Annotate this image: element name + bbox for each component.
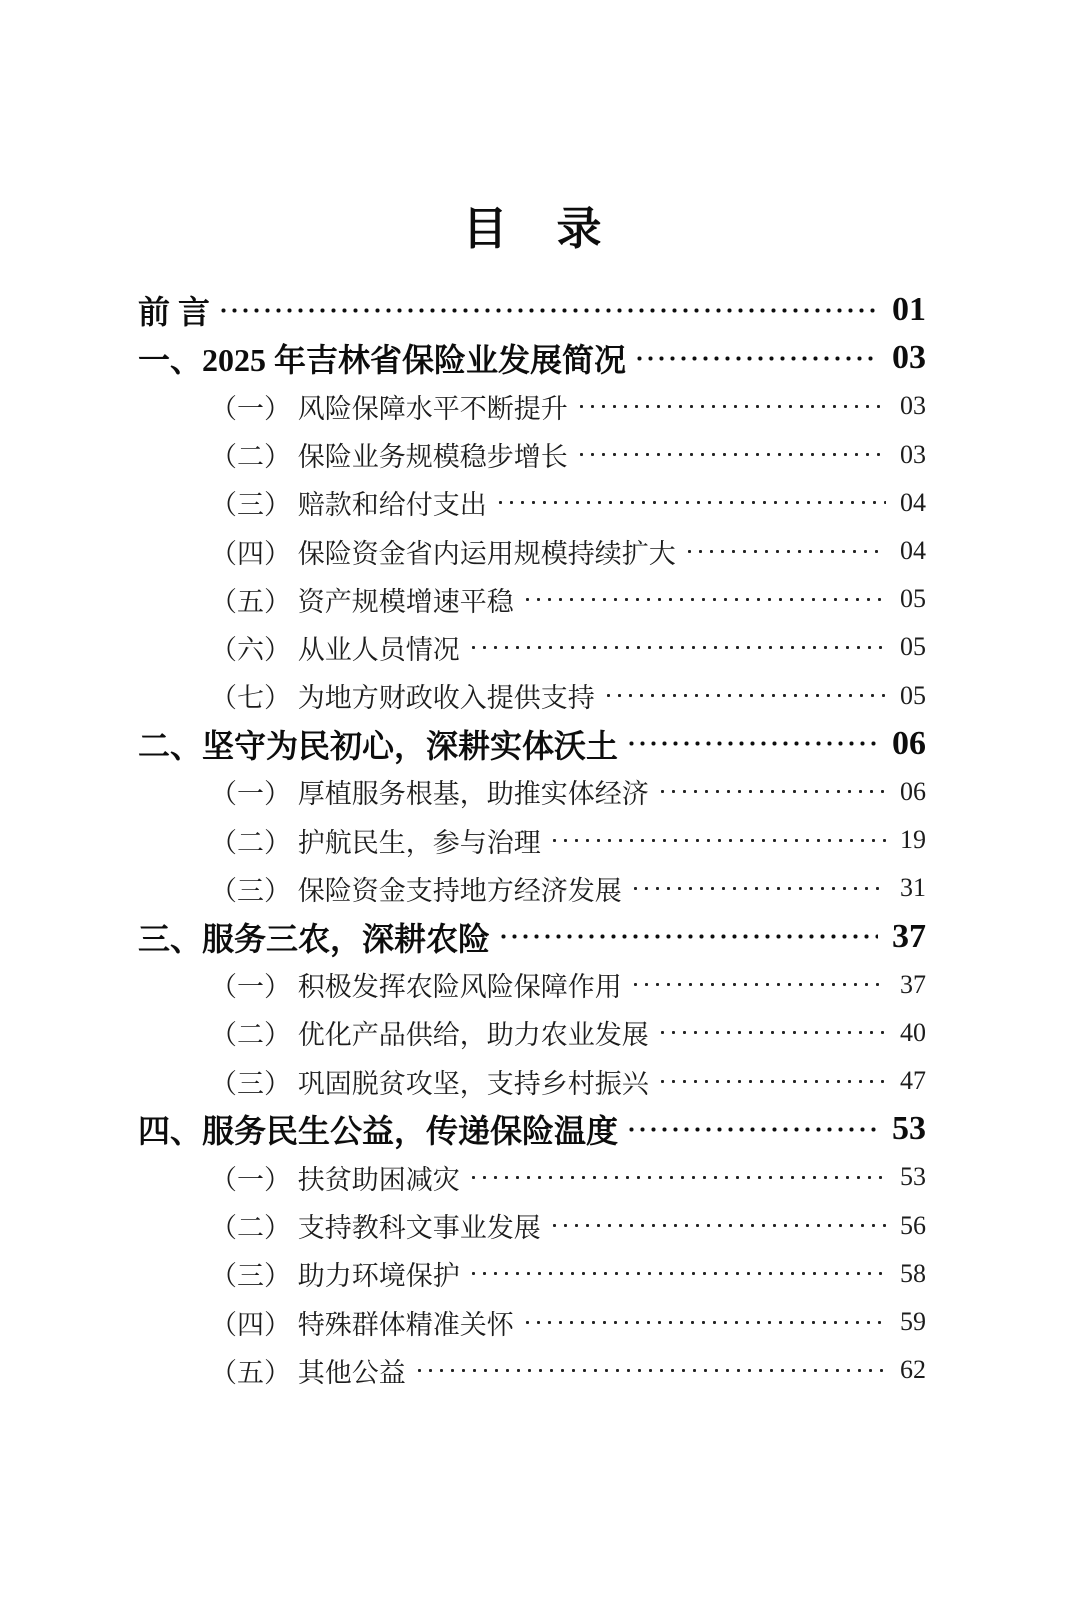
toc-page-number: 06 bbox=[892, 724, 926, 762]
toc-entry bbox=[138, 1298, 926, 1346]
dot-leader bbox=[522, 1298, 886, 1346]
toc-entry-label: （三） 助力环境保护 bbox=[210, 1261, 460, 1292]
toc-entry-label: 四、服务民生公益，传递保险温度 bbox=[138, 1113, 619, 1150]
toc-page-number: 37 bbox=[892, 917, 926, 955]
toc-page-number: 62 bbox=[900, 1355, 926, 1385]
dot-leader bbox=[634, 334, 878, 382]
toc-entry-label: （二） 支持教科文事业发展 bbox=[210, 1213, 541, 1244]
dot-leader bbox=[626, 720, 878, 768]
toc-list bbox=[138, 286, 926, 1394]
dot-leader bbox=[657, 768, 886, 816]
dot-leader bbox=[626, 1105, 878, 1153]
toc-entry-label: （一） 风险保障水平不断提升 bbox=[210, 393, 568, 424]
toc-entry-label: （三） 巩固脱贫攻坚，支持乡村振兴 bbox=[210, 1068, 649, 1099]
toc-entry-label: 前 言 bbox=[138, 294, 211, 331]
toc-page-number: 04 bbox=[900, 487, 926, 517]
toc-page-number: 04 bbox=[900, 536, 926, 566]
toc-page-number: 53 bbox=[892, 1110, 926, 1148]
toc-entry bbox=[138, 720, 926, 768]
toc-page-number: 06 bbox=[900, 776, 926, 806]
toc-entry bbox=[138, 575, 926, 623]
toc-entry bbox=[138, 816, 926, 864]
dot-leader bbox=[522, 575, 886, 623]
dot-leader bbox=[498, 912, 878, 960]
dot-leader bbox=[630, 961, 886, 1009]
toc-entry-label: （五） 其他公益 bbox=[210, 1357, 406, 1388]
toc-entry-label: （二） 护航民生，参与治理 bbox=[210, 827, 541, 858]
toc-page-number: 59 bbox=[900, 1307, 926, 1337]
toc-page-number: 03 bbox=[900, 391, 926, 421]
toc-entry-label: （一） 扶贫助困减灾 bbox=[210, 1164, 460, 1195]
toc-entry-label: （三） 赔款和给付支出 bbox=[210, 490, 487, 521]
toc-entry bbox=[138, 1009, 926, 1057]
toc-page-number: 03 bbox=[892, 339, 926, 377]
dot-leader bbox=[468, 1250, 886, 1298]
toc-entry bbox=[138, 1250, 926, 1298]
toc-entry bbox=[138, 334, 926, 382]
toc-page-number: 31 bbox=[900, 873, 926, 903]
toc-entry bbox=[138, 961, 926, 1009]
toc-entry-label: 三、服务三农，深耕农险 bbox=[138, 920, 491, 957]
toc-entry bbox=[138, 479, 926, 527]
toc-entry-label: （五） 资产规模增速平稳 bbox=[210, 586, 514, 617]
toc-page-number: 40 bbox=[900, 1017, 926, 1047]
toc-entry bbox=[138, 672, 926, 720]
toc-page-number: 05 bbox=[900, 632, 926, 662]
dot-leader bbox=[549, 816, 886, 864]
toc-page-number: 03 bbox=[900, 439, 926, 469]
toc-page-number: 19 bbox=[900, 825, 926, 855]
toc-entry bbox=[138, 1057, 926, 1105]
dot-leader bbox=[657, 1009, 886, 1057]
toc-entry bbox=[138, 768, 926, 816]
toc-entry-label: 一、2025 年吉林省保险业发展简况 bbox=[138, 342, 627, 379]
toc-page-number: 05 bbox=[900, 584, 926, 614]
toc-page-number: 56 bbox=[900, 1210, 926, 1240]
dot-leader bbox=[630, 864, 886, 912]
dot-leader bbox=[495, 479, 886, 527]
toc-entry bbox=[138, 431, 926, 479]
toc-entry bbox=[138, 1105, 926, 1153]
toc-page-number: 01 bbox=[892, 291, 926, 329]
dot-leader bbox=[684, 527, 886, 575]
dot-leader bbox=[657, 1057, 886, 1105]
toc-entry bbox=[138, 527, 926, 575]
dot-leader bbox=[468, 1153, 886, 1201]
toc-page-number: 53 bbox=[900, 1162, 926, 1192]
toc-entry bbox=[138, 1346, 926, 1394]
toc-entry-label: 二、坚守为民初心，深耕实体沃土 bbox=[138, 727, 619, 764]
toc-entry-label: （二） 保险业务规模稳步增长 bbox=[210, 442, 568, 473]
toc-entry-label: （六） 从业人员情况 bbox=[210, 634, 460, 665]
toc-entry bbox=[138, 912, 926, 960]
page-title: 目 录 bbox=[462, 204, 604, 254]
toc-entry-label: （一） 积极发挥农险风险保障作用 bbox=[210, 972, 622, 1003]
toc-entry bbox=[138, 864, 926, 912]
dot-leader bbox=[468, 623, 886, 671]
toc-entry-label: （三） 保险资金支持地方经济发展 bbox=[210, 875, 622, 906]
toc-entry-label: （四） 保险资金省内运用规模持续扩大 bbox=[210, 538, 676, 569]
toc-entry bbox=[138, 1153, 926, 1201]
dot-leader bbox=[549, 1202, 886, 1250]
dot-leader bbox=[576, 431, 886, 479]
toc-entry bbox=[138, 623, 926, 671]
dot-leader bbox=[576, 382, 886, 430]
toc-entry-label: （二） 优化产品供给，助力农业发展 bbox=[210, 1020, 649, 1051]
toc-entry-label: （七） 为地方财政收入提供支持 bbox=[210, 683, 595, 714]
toc-entry bbox=[138, 382, 926, 430]
toc-entry bbox=[138, 286, 926, 334]
dot-leader bbox=[414, 1346, 886, 1394]
toc-page-number: 37 bbox=[900, 969, 926, 999]
toc-entry bbox=[138, 1202, 926, 1250]
toc-entry-label: （四） 特殊群体精准关怀 bbox=[210, 1309, 514, 1340]
toc-page-number: 58 bbox=[900, 1258, 926, 1288]
toc-page-number: 05 bbox=[900, 680, 926, 710]
toc-entry-label: （一） 厚植服务根基，助推实体经济 bbox=[210, 779, 649, 810]
dot-leader bbox=[603, 672, 886, 720]
toc-page-number: 47 bbox=[900, 1066, 926, 1096]
dot-leader bbox=[218, 286, 878, 334]
